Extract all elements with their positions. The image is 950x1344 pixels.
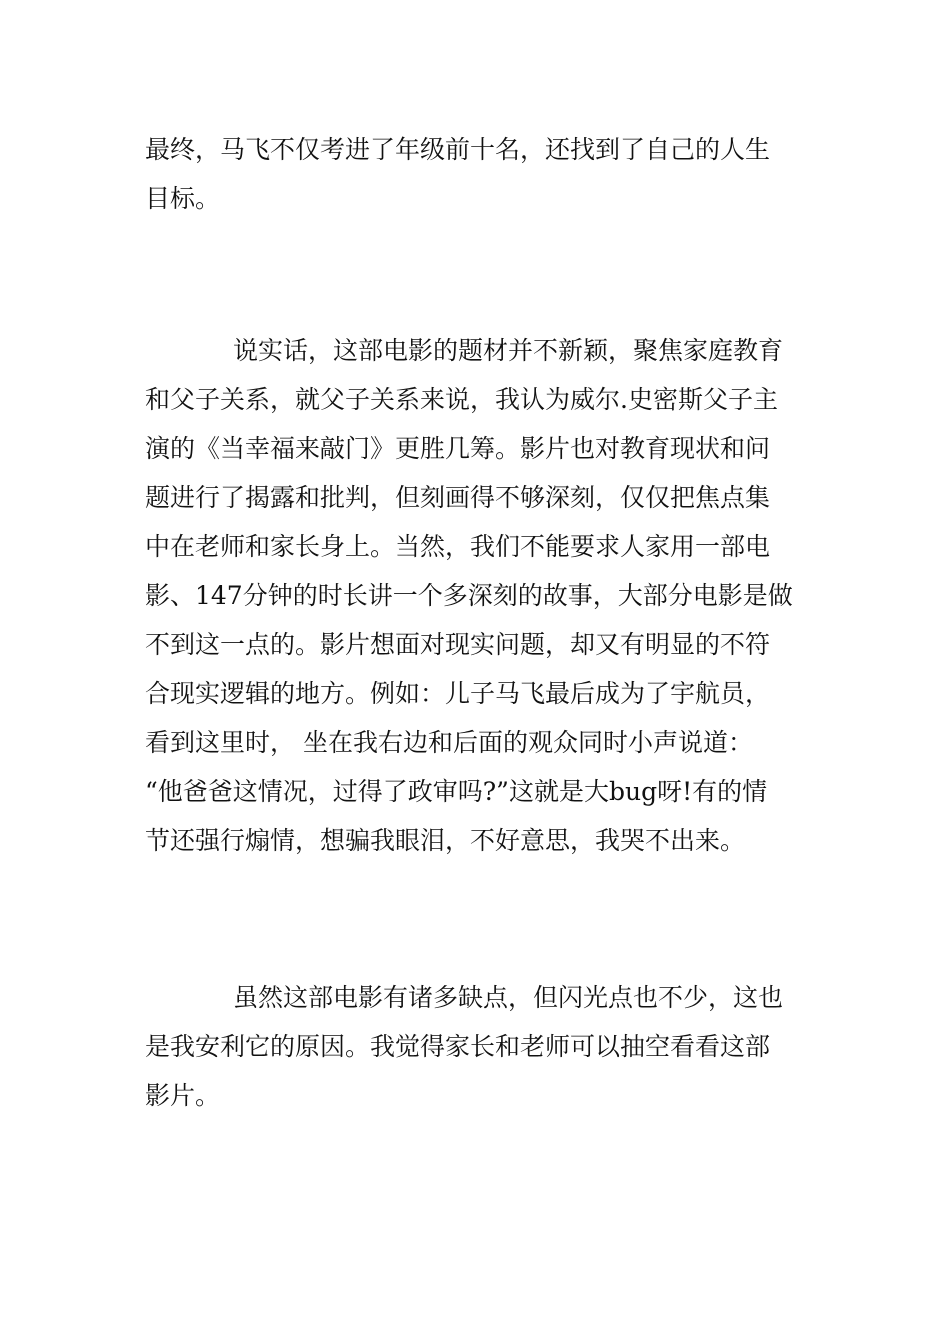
text-line: 影、147分钟的时长讲一个多深刻的故事，大部分电影是做 (145, 581, 793, 610)
text-line: 看到这里时， 坐在我右边和后面的观众同时小声说道： (145, 728, 753, 757)
paragraph-critique (145, 326, 813, 865)
paragraph-conclusion (145, 125, 813, 223)
text-line: 中在老师和家长身上。当然，我们不能要求人家用一部电 (145, 532, 771, 561)
text-line: 题进行了揭露和批判，但刻画得不够深刻，仅仅把焦点集 (145, 483, 771, 512)
text-line: 是我安利它的原因。我觉得家长和老师可以抽空看看这部 (145, 1032, 771, 1061)
text-line: 节还强行煽情，想骗我眼泪，不好意思，我哭不出来。 (145, 826, 746, 855)
text-line: 目标。 (145, 184, 221, 213)
text-line: 合现实逻辑的地方。例如：儿子马飞最后成为了宇航员， (145, 679, 771, 708)
text-line: 虽然这部电影有诸多缺点，但闪光点也不少，这也 (233, 983, 784, 1012)
text-line: 影片。 (145, 1081, 221, 1110)
text-line: 说实话，这部电影的题材并不新颖，聚焦家庭教育 (233, 336, 784, 365)
text-line: 和父子关系，就父子关系来说，我认为威尔.史密斯父子主 (145, 385, 778, 414)
paragraph-recommendation (145, 973, 813, 1120)
text-line: “他爸爸这情况，过得了政审吗?”这就是大bug呀!有的情 (145, 777, 768, 806)
text-line: 最终，马飞不仅考进了年级前十名，还找到了自己的人生 (145, 135, 771, 164)
text-line: 演的《当幸福来敲门》更胜几筹。影片也对教育现状和问 (145, 434, 771, 463)
text-line: 不到这一点的。影片想面对现实问题，却又有明显的不符 (145, 630, 771, 659)
